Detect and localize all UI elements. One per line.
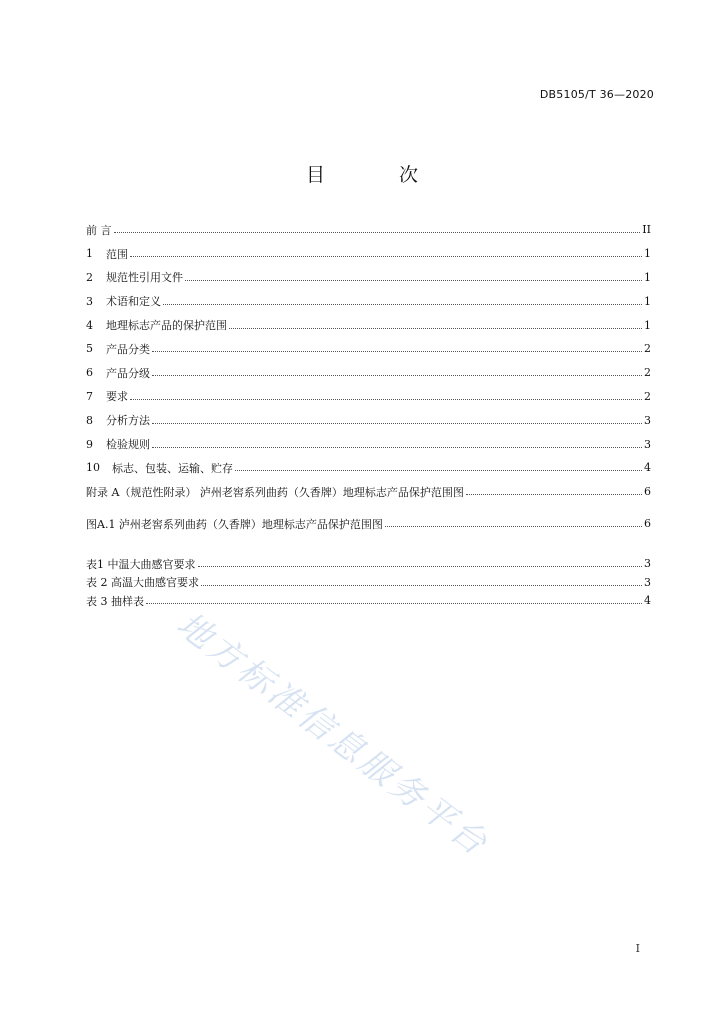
toc-dot-leader: [185, 280, 642, 281]
toc-dot-leader: [130, 399, 642, 400]
toc-entry-label: 要求: [106, 390, 128, 404]
toc-entry-normative-references[interactable]: [86, 266, 651, 290]
toc-entry-label: 表 2 高温大曲感官要求: [86, 576, 199, 590]
toc-entry-number: 4: [86, 318, 93, 332]
toc-entry-number: 10: [86, 461, 100, 475]
toc-entry-page: II: [642, 223, 651, 237]
toc-entry-table-1[interactable]: [86, 555, 651, 574]
toc-entry-label: 范围: [106, 247, 128, 261]
toc-main-section: [86, 218, 651, 504]
toc-entry-page: 3: [644, 557, 651, 571]
toc-dot-leader: [146, 603, 642, 604]
toc-entry-page: 6: [644, 485, 651, 499]
toc-entry-figure-a1[interactable]: [86, 513, 651, 535]
document-code: DB5105/T 36—2020: [539, 88, 654, 101]
toc-dot-leader: [466, 494, 642, 495]
toc-entry-terms[interactable]: [86, 289, 651, 313]
toc-entry-table-3[interactable]: [86, 592, 651, 611]
toc-entry-label: 产品分类: [106, 342, 150, 356]
toc-entry-number: 2: [86, 270, 93, 284]
toc-entry-label: 地理标志产品的保护范围: [106, 319, 227, 333]
toc-entry-foreword[interactable]: [86, 218, 651, 242]
toc-entry-number: 1: [86, 247, 93, 261]
page-number: I: [635, 942, 640, 955]
watermark: 地方标准信息服务平台: [169, 604, 497, 866]
toc-entry-page: 3: [644, 413, 651, 427]
toc-entry-page: 2: [644, 342, 651, 356]
toc-entry-page: 1: [644, 318, 651, 332]
toc-entry-label: 术语和定义: [106, 295, 161, 309]
toc-dot-leader: [152, 423, 642, 424]
toc-dot-leader: [385, 526, 642, 527]
toc-entry-marking-packaging[interactable]: [86, 456, 651, 480]
toc-entry-requirements[interactable]: [86, 385, 651, 409]
toc-entry-number: 5: [86, 342, 93, 356]
toc-entry-table-2[interactable]: [86, 573, 651, 592]
toc-dot-leader: [152, 351, 642, 352]
toc-entry-number: 6: [86, 366, 93, 380]
toc-dot-leader: [152, 375, 642, 376]
table-of-contents: [86, 218, 651, 610]
toc-dot-leader: [201, 585, 642, 586]
toc-entry-scope[interactable]: [86, 242, 651, 266]
toc-entry-label: 表1 中温大曲感官要求: [86, 557, 196, 571]
toc-dot-leader: [152, 447, 642, 448]
toc-entry-label: 图A.1 泸州老窖系列曲药（久香牌）地理标志产品保护范围图: [86, 517, 383, 531]
toc-dot-leader: [198, 566, 643, 567]
toc-entry-label: 检验规则: [106, 438, 150, 452]
toc-entry-label: 附录 A（规范性附录） 泸州老窖系列曲药（久香牌）地理标志产品保护范围图: [86, 485, 464, 499]
toc-entry-number: 7: [86, 389, 93, 403]
toc-entry-page: 3: [644, 575, 651, 589]
toc-entry-label: 分析方法: [106, 414, 150, 428]
toc-entry-inspection-rules[interactable]: [86, 432, 651, 456]
toc-entry-page: 2: [644, 366, 651, 380]
toc-dot-leader: [229, 328, 642, 329]
toc-dot-leader: [235, 470, 642, 471]
toc-entry-protection-scope[interactable]: [86, 313, 651, 337]
toc-entry-label: 前 言: [86, 223, 112, 237]
toc-entry-page: 1: [644, 270, 651, 284]
toc-figures-section: [86, 513, 651, 535]
toc-dot-leader: [114, 232, 641, 233]
toc-tables-section: [86, 555, 651, 611]
toc-entry-page: 2: [644, 389, 651, 403]
toc-entry-page: 1: [644, 294, 651, 308]
page-title: 目 次: [305, 164, 453, 186]
toc-entry-analysis-methods[interactable]: [86, 408, 651, 432]
toc-entry-page: 4: [644, 594, 651, 608]
toc-dot-leader: [163, 304, 642, 305]
toc-entry-classification[interactable]: [86, 337, 651, 361]
toc-entry-page: 6: [644, 517, 651, 531]
toc-entry-page: 4: [644, 461, 651, 475]
toc-dot-leader: [130, 256, 642, 257]
toc-entry-grading[interactable]: [86, 361, 651, 385]
toc-entry-label: 规范性引用文件: [106, 271, 183, 285]
toc-entry-number: 3: [86, 294, 93, 308]
toc-entry-number: 9: [86, 437, 93, 451]
toc-entry-label: 标志、包装、运输、贮存: [112, 461, 233, 475]
toc-entry-annex-a[interactable]: [86, 480, 651, 504]
toc-entry-page: 1: [644, 247, 651, 261]
toc-entry-page: 3: [644, 437, 651, 451]
toc-entry-number: 8: [86, 413, 93, 427]
toc-entry-label: 表 3 抽样表: [86, 594, 144, 608]
toc-entry-label: 产品分级: [106, 366, 150, 380]
